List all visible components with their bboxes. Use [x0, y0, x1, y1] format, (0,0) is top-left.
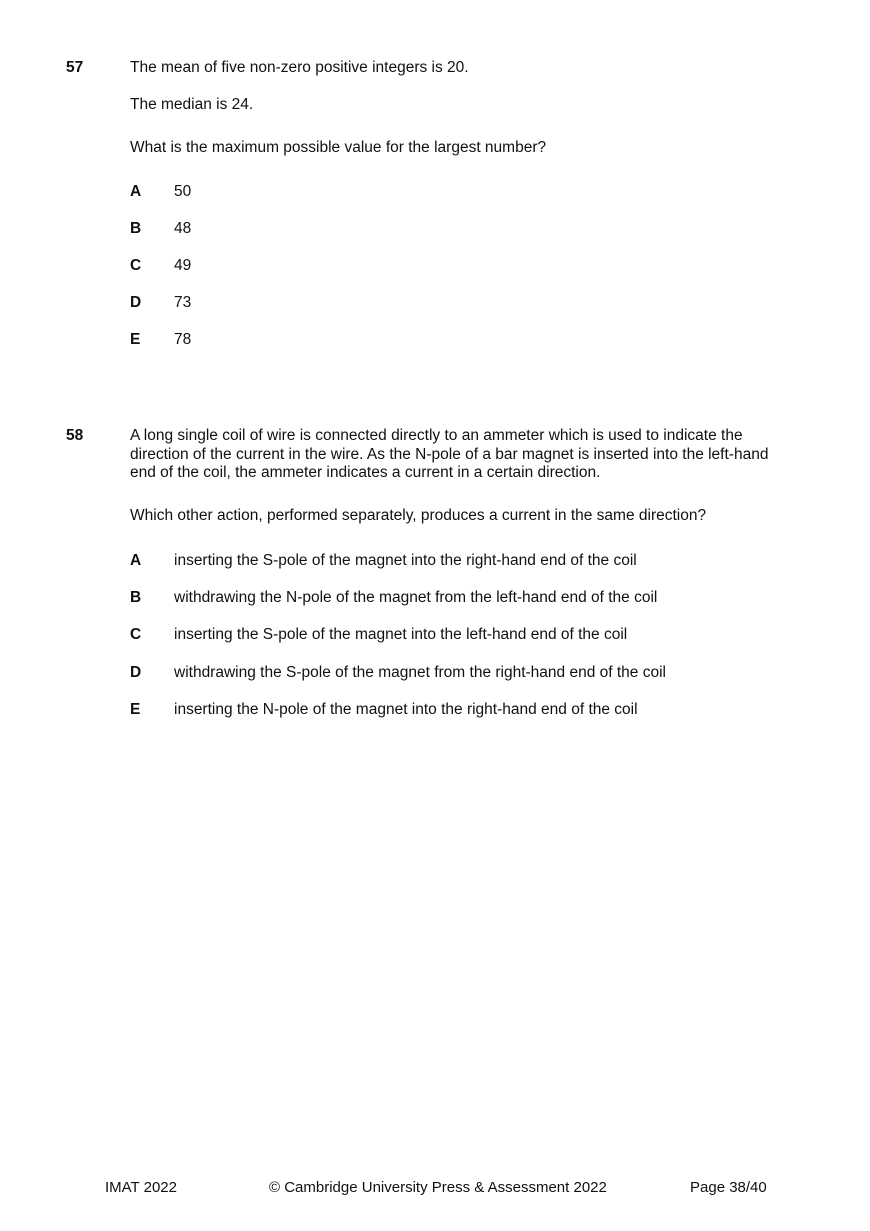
option-text: 73: [174, 294, 192, 311]
option-text: 48: [174, 220, 192, 237]
question-stem-line-1: The mean of five non-zero positive integers is 20.: [130, 59, 469, 76]
question-prompt: What is the maximum possible value for the largest number?: [130, 139, 547, 156]
option-text: inserting the N-pole of the magnet into the right-hand end of the coil: [174, 701, 638, 718]
option-letter: B: [130, 220, 142, 237]
option-letter: E: [130, 701, 141, 718]
option-letter: D: [130, 664, 142, 681]
option-letter: E: [130, 331, 141, 348]
footer-copyright: © Cambridge University Press & Assessment 2022: [269, 1179, 607, 1196]
question-stem-line-2: The median is 24.: [130, 96, 254, 113]
question-number: 58: [66, 427, 84, 444]
option-text: withdrawing the S-pole of the magnet from the right-hand end of the coil: [174, 664, 666, 681]
option-letter: A: [130, 552, 142, 569]
option-letter: C: [130, 626, 142, 643]
question-stem: A long single coil of wire is connected directly to an ammeter which is used to indicate the direction of the current in the wire. As the N-pole of a bar magnet is inserted into the left-hand end of the coil, the ammeter indicates a current in a certain direction.: [130, 427, 769, 481]
question-prompt: Which other action, performed separately, produces a current in the same direction?: [130, 507, 707, 524]
option-text: withdrawing the N-pole of the magnet from the left-hand end of the coil: [174, 589, 658, 606]
footer-page-number: Page 38/40: [690, 1179, 767, 1196]
option-text: 49: [174, 257, 192, 274]
option-text: 50: [174, 183, 192, 200]
footer-exam-name: IMAT 2022: [105, 1179, 177, 1196]
option-text: inserting the S-pole of the magnet into the left-hand end of the coil: [174, 626, 628, 643]
option-letter: A: [130, 183, 142, 200]
option-text: inserting the S-pole of the magnet into the right-hand end of the coil: [174, 552, 637, 569]
option-letter: D: [130, 294, 142, 311]
option-text: 78: [174, 331, 192, 348]
option-letter: B: [130, 589, 142, 606]
question-number: 57: [66, 59, 84, 76]
option-letter: C: [130, 257, 142, 274]
